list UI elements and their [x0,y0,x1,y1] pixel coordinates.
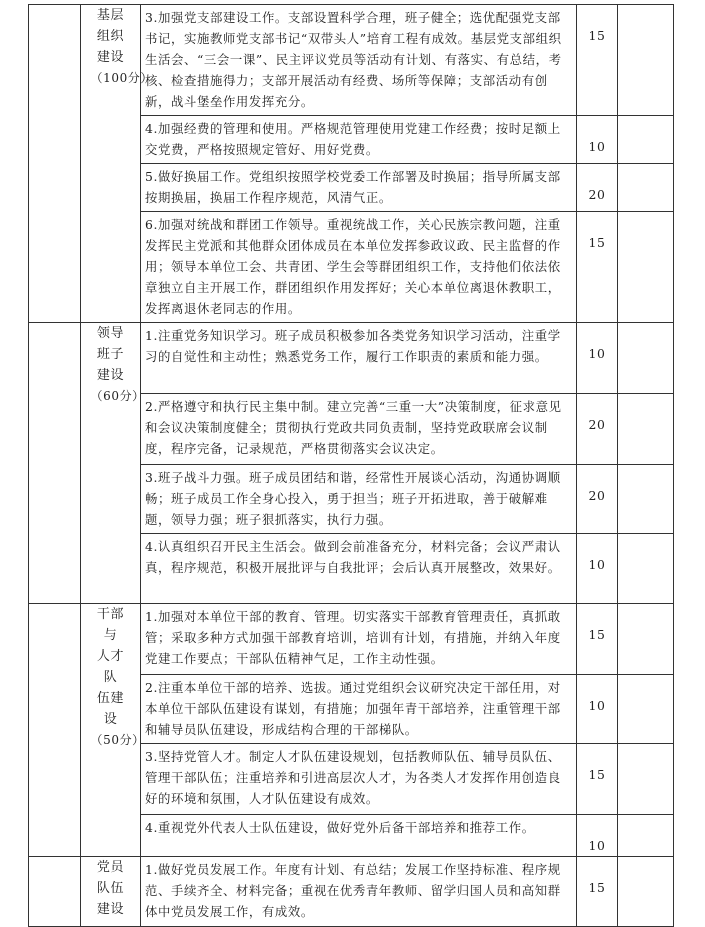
score-cell: 10 [577,534,618,604]
criteria-text: 6.加强对统战和群团工作领导。重视统战工作，关心民族宗教问题，注重发挥民主党派和其他群众团体成员在本单位发挥参政议政、民主监督的作用；领导本单位工会、共青团、学生会等群团组织工作，支持他们依法依章独立自主开展工作，群团组织作用发挥好；关心本单位离退休教职工，发挥离退休老同志的作用。 [141,212,577,323]
table-row [29,5,674,116]
blank-cell[interactable] [618,534,674,604]
category-cell [81,5,154,323]
criteria-text: 3.加强党支部建设工作。支部设置科学合理，班子健全；选优配强党支部书记，实施教师党支部书记“双带头人”培育工程有成效。基层党支部组织生活会、“三会一课”、民主评议党员等活动有计划、有落实、有总结，考核、检查措施得力；支部开展活动有经费、场所等保障；支部活动有创新，战斗堡垒作用发挥充分。 [141,5,577,116]
criteria-text: 4.认真组织召开民主生活会。做到会前准备充分，材料完备；会议严肃认真，程序规范，积极开展批评与自我批评；会后认真开展整改，效果好。 [141,534,577,604]
category-label-line: 组织 [96,29,125,44]
category-label-line: （60分） [90,389,145,403]
score-cell: 15 [577,604,618,675]
criteria-text: 4.加强经费的管理和使用。严格规范管理使用党建工作经费；按时足额上交党费，严格按照规定管好、用好党费。 [141,116,577,164]
blank-cell[interactable] [618,675,674,744]
criteria-text: 2.严格遵守和执行民主集中制。建立完善“三重一大”决策制度，征求意见和会议决策制度健全；贯彻执行党政共同负责制，坚持党政联席会议制度，程序完备，记录规范，严格贯彻落实会议决定。 [141,394,577,465]
score-cell: 20 [577,394,618,465]
blank-cell[interactable] [618,604,674,675]
category-label-line: 伍建设 [96,691,125,727]
blank-cell[interactable] [618,744,674,815]
category-label-line: 党员 [96,860,125,875]
criteria-text: 2.注重本单位干部的培养、选拔。通过党组织会议研究决定干部任用，对本单位干部队伍建设有谋划，有措施；加强年青干部培养，注重管理干部和辅导员队伍建设，形成结构合理的干部梯队。 [141,675,577,744]
criteria-text: 3.班子战斗力强。班子成员团结和谐，经常性开展谈心活动，沟通协调顺畅；班子成员工作全身心投入，勇于担当；班子开拓进取，善于破解难题，领导力强；班子狠抓落实，执行力强。 [141,465,577,534]
blank-cell[interactable] [618,323,674,394]
table-row [29,857,674,927]
criteria-text: 3.坚持党管人才。制定人才队伍建设规划，包括教师队伍、辅导员队伍、管理干部队伍；注重培养和引进高层次人才，为各类人才发挥作用创造良好的环境和氛围，人才队伍建设有成效。 [141,744,577,815]
criteria-text: 1.注重党务知识学习。班子成员积极参加各类党务知识学习活动，注重学习的自觉性和主动性；熟悉党务工作，履行工作职责的素质和能力强。 [141,323,577,394]
score-cell: 15 [577,5,618,116]
score-cell: 20 [577,465,618,534]
category-cell [81,857,141,927]
category-label-line: 班子 [96,347,125,362]
blank-cell[interactable] [618,394,674,465]
category-label-line: （100分） [90,71,154,85]
category-label-line: 领导 [96,326,125,341]
blank-cell[interactable] [618,465,674,534]
category-label-line: 建设 [96,50,125,65]
criteria-text: 1.做好党员发展工作。年度有计划、有总结；发展工作坚持标准、程序规范、手续齐全、材料完备；重视在优秀青年教师、留学归国人员和高知群体中党员发展工作，有成效。 [141,857,577,927]
category-cell [81,323,145,604]
criteria-text: 4.重视党外代表人士队伍建设，做好党外后备干部培养和推荐工作。 [141,815,577,857]
blank-cell [29,323,81,604]
category-label-line: 干部与 [96,607,125,643]
blank-cell[interactable] [618,857,674,927]
score-cell: 15 [577,212,618,323]
criteria-text: 1.加强对本单位干部的教育、管理。切实落实干部教育管理责任，真抓敢管；采取多种方式加强干部教育培训，培训有计划，有措施，并纳入年度党建工作要点；干部队伍精神气足，工作主动性强。 [141,604,577,675]
category-label-line: 建设 [96,902,125,917]
category-label-line: 人才队 [96,649,125,685]
table-row [29,323,674,394]
category-label-line: 基层 [96,8,125,23]
category-label-line: （50分） [90,733,145,747]
score-cell: 20 [577,164,618,212]
score-cell: 15 [577,744,618,815]
category-cell [81,604,145,857]
score-cell: 15 [577,857,618,927]
blank-cell [29,857,81,927]
blank-cell[interactable] [618,116,674,164]
score-cell: 10 [577,116,618,164]
blank-cell[interactable] [618,212,674,323]
score-cell: 10 [577,815,618,857]
blank-cell[interactable] [618,5,674,116]
category-label-line: 建设 [96,368,125,383]
blank-cell[interactable] [618,815,674,857]
blank-cell[interactable] [618,164,674,212]
blank-cell [29,5,81,323]
table-row [29,604,674,675]
score-cell: 10 [577,323,618,394]
score-cell: 10 [577,675,618,744]
blank-cell [29,604,81,857]
criteria-text: 5.做好换届工作。党组织按照学校党委工作部署及时换届；指导所属支部按期换届，换届工作程序规范，风清气正。 [141,164,577,212]
category-label-line: 队伍 [96,881,125,896]
